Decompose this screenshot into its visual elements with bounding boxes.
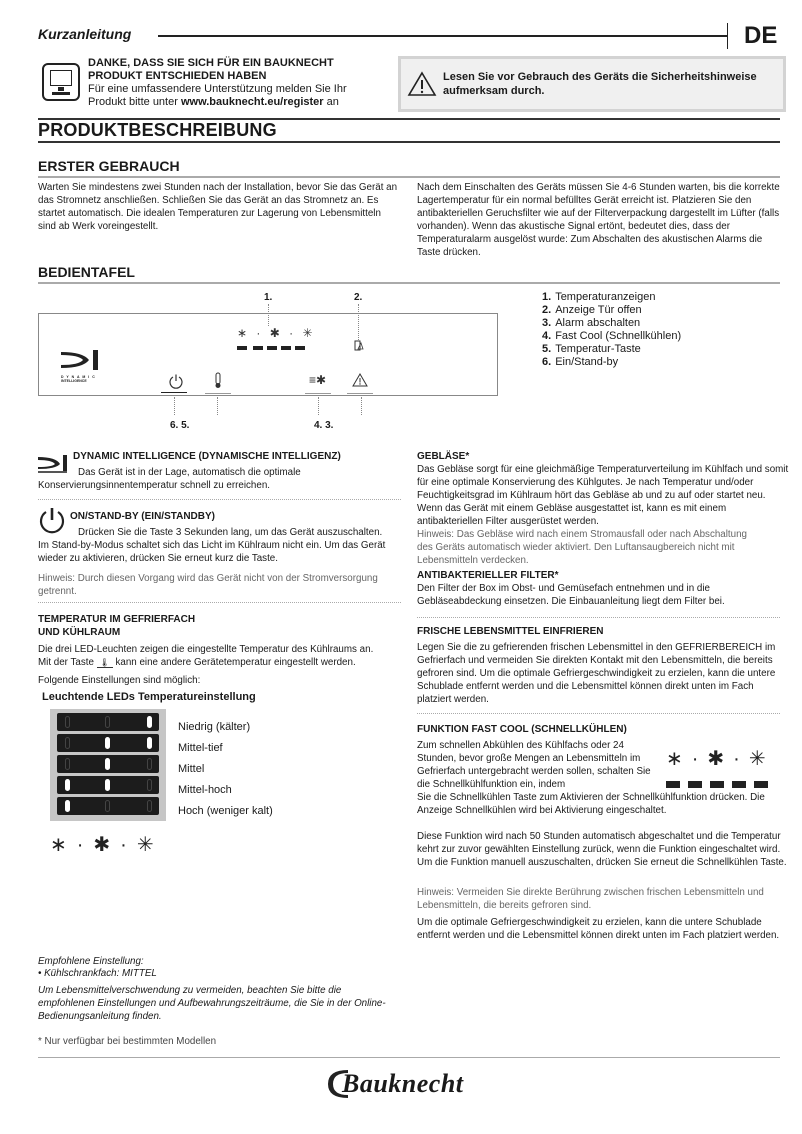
dynamic-intelligence-text-2: Konservierungsinnentemperatur schnell zu erreichen. (38, 480, 270, 491)
freeze-text: Legen Sie die zu gefrierenden frischen Lebensmittel in den GEFRIERBEREICH im Gefrierfach und vermeiden Sie direkten Kontakt mit den Lebensmitteln, die bereits gefroren sind. Um die optimale Gefriergeschwindigkeit zu erzielen, kann die untere Schublade entfernt werden und die Lebensmittel können direkt unten im Fach platziert werden. (417, 642, 776, 705)
setting-label: Mittel (178, 763, 205, 775)
fast-cool-text-long: Sie die Schnellkühlen Taste zum Aktivieren der Schnellkühlfunktion drücken. Die Anzeige Schnellkühlen wird bei Aktivierung eingeschaltet. (417, 792, 765, 816)
fan-hint: Hinweis: Das Gebläse wird nach einem Stromausfall oder nach Abschaltung des Geräts automatisch wieder aktiviert. Den Luftansaugbereich nicht mit Lebensmitteln verdecken. (417, 529, 747, 566)
legend-label: Temperatur-Taste (555, 343, 641, 355)
fast-cool-text-short: Zum schnellen Abkühlen des Kühlfachs oder 24 Stunden, bevor große Mengen an Lebensmitteln im Gefrierfach untergebracht werden sollen, schalten Sie die Schnellkühlfunktion ein, indem (417, 740, 651, 790)
snowflake-scale-icon: ∗ · ✱ · ✳ (237, 326, 316, 340)
legend-item (542, 356, 681, 369)
section-title-first-use: ERSTER GEBRAUCH (38, 158, 180, 174)
callout-2: 2. (354, 292, 363, 303)
document-type: Kurzanleitung (38, 26, 132, 42)
legend-label: Ein/Stand-by (555, 356, 619, 368)
registration-notice (88, 57, 388, 109)
led-row-mid-high (57, 776, 159, 794)
legend-item (542, 343, 681, 356)
door-open-icon (354, 340, 364, 351)
temperature-section-title (38, 613, 195, 639)
first-use-text-left: Warten Sie mindestens zwei Stunden nach der Installation, bevor Sie das Gerät an das Stromnetz anschließen. Schließen Sie das Gerät an das Stromnetz an. Es startet automatisch. Die idealen Temperaturen zur Lagerung von Lebensmitteln sind ab Werk voreingestellt. (38, 182, 398, 232)
legend-number: 5. (542, 343, 552, 355)
led-setting-labels (178, 717, 273, 822)
setting-label: Mittel-tief (178, 742, 223, 754)
fan-text: Das Gebläse sorgt für eine gleichmäßige Temperaturverteilung im Kühlfach und somit für eine optimale Konservierung des Kühlgutes. Je nach Temperatur und/oder Feuchtigkeitsgrad im Kühlraum hört das Gebläse ab und zu auf oder startet neu. Wenn das Gerät mit einem Gebläse ausgestattet ist, kann es mit einem antibakteriellen Filter ausgerüstet werden. (417, 464, 789, 527)
thanks-line-2-pre: Produkt bitte unter (88, 96, 181, 108)
temp-segment (281, 346, 291, 350)
callout-6-5: 6. 5. (170, 420, 190, 431)
legend-label: Fast Cool (Schnellkühlen) (555, 330, 682, 342)
alarm-off-button[interactable] (352, 373, 368, 392)
legend-item (542, 317, 681, 330)
legend-number: 3. (542, 317, 552, 329)
warning-triangle-icon (407, 71, 437, 97)
divider (417, 617, 780, 618)
section-rule (38, 176, 780, 178)
leader-line (361, 397, 362, 415)
safety-warning-text (443, 70, 757, 98)
divider (38, 499, 401, 500)
thermometer-inline-icon: 🌡 (97, 658, 113, 668)
dynamic-intelligence-title: DYNAMIC INTELLIGENCE (DYNAMISCHE INTELLIGENZ) (73, 451, 341, 462)
section-title-control-panel: BEDIENTAFEL (38, 264, 135, 280)
footnote: * Nur verfügbar bei bestimmten Modellen (38, 1036, 217, 1047)
thanks-title-1: DANKE, DASS SIE SICH FÜR EIN BAUKNECHT (88, 57, 334, 69)
fan-title: GEBLÄSE* (417, 451, 470, 462)
legend-number: 2. (542, 304, 552, 316)
safety-warning-box (398, 56, 786, 112)
leader-line (217, 397, 218, 415)
led-row-mid-low (57, 734, 159, 752)
fast-cool-text-2: Diese Funktion wird nach 50 Stunden automatisch abgeschaltet und die Temperatur kehrt zur zuvor gewählten Einstellung zurück, wenn die Funktion eingeschaltet wird. Um die Funktion manuell auszuschalten, drücken Sie erneut die Schnellkühlen Taste. (417, 831, 787, 868)
control-panel-legend (542, 291, 681, 369)
monitor-icon (42, 63, 80, 101)
legend-number: 6. (542, 356, 552, 368)
legend-label: Alarm abschalten (555, 317, 641, 329)
temperature-text-1: Die drei LED-Leuchten zeigen die eingestellte Temperatur des Kühlraums an. (38, 644, 374, 655)
language-code: DE (744, 22, 778, 49)
temperature-button[interactable] (211, 372, 225, 389)
dynamic-intelligence-small-logo (38, 455, 70, 480)
fast-cool-icon: ≡✱ (309, 373, 327, 387)
warning-line-1: Lesen Sie vor Gebrauch des Geräts die Sicherheitshinweise (443, 71, 757, 83)
temp-segment (295, 346, 305, 350)
power-button[interactable] (168, 373, 184, 389)
fast-cool-segments (666, 781, 768, 788)
header-rule (158, 35, 728, 37)
register-link[interactable]: www.bauknecht.eu/register (180, 96, 324, 108)
header-rule-tick (727, 23, 728, 49)
page-title: PRODUKTBESCHREIBUNG (38, 120, 277, 140)
first-use-text-right: Nach dem Einschalten des Geräts müssen Sie 4-6 Stunden warten, bis die korrekte Lagertemperatur für ein normal befülltes Gerät erreicht ist. Platzieren Sie den antibakteriellen Geruchsfilter wie auf der Filterverpackung dargestellt im Lüfter (falls vorhanden). Wenn das akustische Signal ertönt, bedeutet dies, dass der Temperaturalarm ausgelöst wurde: Zum Abschalten des akustischen Alarms die Taste drücken. (417, 182, 780, 258)
power-icon (168, 373, 184, 389)
footer-rule (38, 1057, 780, 1058)
fast-cool-button-underline (305, 393, 331, 394)
standby-text-1: Drücken Sie die Taste 3 Sekunden lang, um das Gerät auszuschalten. (78, 527, 383, 538)
divider (417, 713, 780, 714)
power-button-underline (161, 392, 187, 393)
alarm-triangle-icon (352, 373, 368, 387)
legend-label: Anzeige Tür offen (555, 304, 642, 316)
setting-label: Mittel-hoch (178, 784, 232, 796)
power-standby-icon (37, 505, 67, 535)
alarm-button-underline (347, 393, 373, 394)
setting-label: Niedrig (kälter) (178, 721, 251, 733)
filter-text: Den Filter der Box im Obst- und Gemüsefach entnehmen und in die Gebläseabdeckung einsetzen. Die Einbauanleitung liegt dem Filter bei. (417, 583, 725, 607)
thanks-line-2 (88, 96, 388, 109)
filter-title: ANTIBAKTERIELLER FILTER* (417, 570, 559, 581)
fast-cool-text-3: Um die optimale Gefriergeschwindigkeit zu erzielen, kann die untere Schublade entfernt werden und die Lebensmittel können direkt unten im Fach platziert werden. (417, 917, 780, 941)
snowflake-scale-icon: ∗·✱·✳ (50, 834, 164, 856)
fast-cool-snowflake-icon: ∗·✱·✳ (666, 748, 775, 770)
led-table-title: Leuchtende LEDs Temperatureinstellung (42, 691, 256, 703)
title-rule-bottom (38, 141, 780, 143)
dynamic-intelligence-text-1: Das Gerät ist in der Lage, automatisch die optimale (78, 467, 301, 478)
section-rule (38, 282, 780, 284)
temperature-title-2: UND KÜHLRAUM (38, 627, 121, 638)
standby-hint: Hinweis: Durch diesen Vorgang wird das Gerät nicht von der Stromversorgung getrennt. (38, 573, 378, 597)
callout-1: 1. (264, 292, 273, 303)
thanks-line-1: Für eine umfassendere Unterstützung melden Sie Ihr (88, 83, 347, 95)
legend-item (542, 291, 681, 304)
warning-line-2: aufmerksam durch. (443, 85, 545, 97)
brand-name: Bauknecht (342, 1069, 464, 1098)
setting-label: Hoch (weniger kalt) (178, 805, 273, 817)
thanks-title-2: PRODUKT ENTSCHIEDEN HABEN (88, 70, 267, 82)
temp-segment (237, 346, 247, 350)
temperature-text-2-pre: Mit der Taste (38, 657, 97, 668)
led-row-high (57, 797, 159, 815)
temperature-text-2 (38, 656, 356, 669)
recommendation-title: Empfohlene Einstellung: (38, 956, 144, 967)
temperature-text-3: Folgende Einstellungen sind möglich: (38, 675, 201, 686)
fast-cool-hint: Hinweis: Vermeiden Sie direkte Berührung zwischen frischen Lebensmitteln und Lebensmitteln, die bereits gefroren sind. (417, 887, 764, 911)
control-panel-diagram (38, 313, 498, 396)
fast-cool-title: FUNKTION FAST COOL (SCHNELLKÜHLEN) (417, 724, 627, 735)
legend-item (542, 330, 681, 343)
standby-text-2: Im Stand-by-Modus schaltet sich das Licht im Kühlraum nicht ein. Um das Gerät wieder zu aktivieren, drücken Sie erneut kurz die Taste. (38, 540, 386, 564)
legend-item (542, 304, 681, 317)
recommendation-text: Um Lebensmittelverschwendung zu vermeiden, beachten Sie bitte die empfohlenen Einstellungen und Aufbewahrungszeiträume, die Sie in der Online-Bedienungsanleitung finden. (38, 985, 386, 1022)
thermometer-icon (211, 372, 225, 389)
callout-4-3: 4. 3. (314, 420, 334, 431)
freeze-title: FRISCHE LEBENSMITTEL EINFRIEREN (417, 626, 604, 637)
temperature-title-1: TEMPERATUR IM GEFRIERFACH (38, 614, 196, 625)
temp-segment (253, 346, 263, 350)
standby-title: ON/STAND-BY (EIN/STANDBY) (70, 511, 215, 522)
recommendation-item: • Kühlschrankfach: MITTEL (38, 968, 157, 979)
temp-segment (267, 346, 277, 350)
thanks-line-2-post: an (323, 96, 339, 108)
led-row-low (57, 713, 159, 731)
led-settings-diagram (50, 709, 166, 821)
leader-line (318, 397, 319, 415)
temperature-text-2-post: kann eine andere Gerätetemperatur eingestellt werden. (112, 657, 356, 668)
fast-cool-button[interactable] (309, 373, 326, 387)
divider (38, 602, 401, 603)
legend-number: 1. (542, 291, 552, 303)
temperature-button-underline (205, 393, 231, 394)
legend-number: 4. (542, 330, 552, 342)
legend-label: Temperaturanzeigen (555, 291, 656, 303)
bauknecht-logo (324, 1066, 464, 1102)
di-logo-line-2: INTELLIGENCE (61, 379, 87, 383)
leader-line (174, 397, 175, 415)
dynamic-intelligence-logo (61, 350, 101, 383)
di-logo-line-1: D Y N A M I C (61, 375, 96, 379)
led-row-mid (57, 755, 159, 773)
